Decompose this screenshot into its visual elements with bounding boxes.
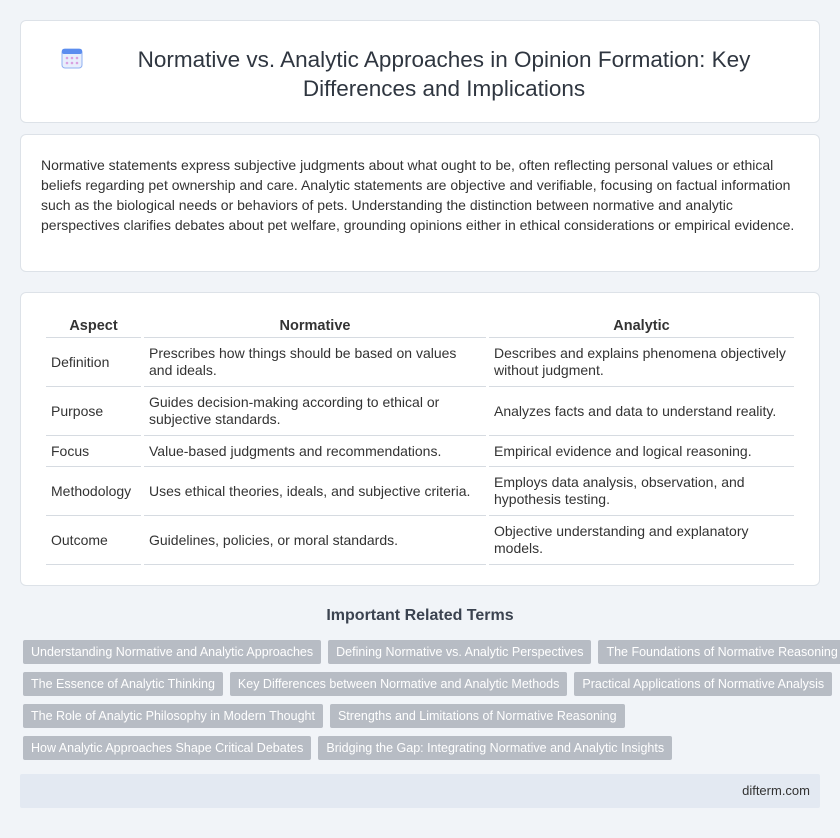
- tag-row: [23, 640, 838, 664]
- related-term-link[interactable]: The Role of Analytic Philosophy in Modern Thought: [23, 704, 323, 728]
- related-term-link[interactable]: Bridging the Gap: Integrating Normative and Analytic Insights: [318, 736, 672, 760]
- table-row: [46, 516, 794, 565]
- related-term-link[interactable]: The Essence of Analytic Thinking: [23, 672, 223, 696]
- related-term-link[interactable]: Understanding Normative and Analytic Approaches: [23, 640, 321, 664]
- tag-row: [23, 704, 823, 728]
- related-term-link[interactable]: Defining Normative vs. Analytic Perspectives: [328, 640, 591, 664]
- cell-analytic: Describes and explains phenomena objectively without judgment.: [489, 338, 794, 387]
- site-link[interactable]: difterm.com: [742, 783, 810, 798]
- cell-analytic: Objective understanding and explanatory models.: [489, 516, 794, 565]
- related-terms-tags: [23, 640, 838, 768]
- comparison-table-card: [20, 292, 820, 586]
- title-row: [21, 45, 819, 103]
- footer: [20, 774, 820, 808]
- title-card: [20, 20, 820, 123]
- summary-card: [20, 134, 820, 272]
- table-row: [46, 467, 794, 516]
- header-analytic: Analytic: [489, 314, 794, 338]
- cell-normative: Guides decision-making according to ethical or subjective standards.: [144, 387, 486, 436]
- comparison-table: [43, 314, 797, 565]
- table-row: [46, 387, 794, 436]
- cell-aspect: Outcome: [46, 516, 141, 565]
- cell-aspect: Focus: [46, 436, 141, 467]
- related-term-link[interactable]: Practical Applications of Normative Analysis: [574, 672, 832, 696]
- related-term-link[interactable]: The Foundations of Normative Reasoning: [598, 640, 840, 664]
- cell-normative: Value-based judgments and recommendations.: [144, 436, 486, 467]
- tag-row: [23, 672, 823, 696]
- cell-normative: Uses ethical theories, ideals, and subjective criteria.: [144, 467, 486, 516]
- cell-aspect: Definition: [46, 338, 141, 387]
- cell-analytic: Analyzes facts and data to understand reality.: [489, 387, 794, 436]
- related-term-link[interactable]: How Analytic Approaches Shape Critical Debates: [23, 736, 311, 760]
- header-normative: Normative: [144, 314, 486, 338]
- cell-analytic: Empirical evidence and logical reasoning.: [489, 436, 794, 467]
- table-row: [46, 338, 794, 387]
- table-header-row: [46, 314, 794, 338]
- cell-normative: Guidelines, policies, or moral standards.: [144, 516, 486, 565]
- cell-aspect: Methodology: [46, 467, 141, 516]
- cell-aspect: Purpose: [46, 387, 141, 436]
- cell-normative: Prescribes how things should be based on values and ideals.: [144, 338, 486, 387]
- summary-paragraph: Normative statements express subjective judgments about what ought to be, often reflecting personal values or ethical beliefs regarding pet ownership and care. Analytic statements are objective and verifiable, focusing on factual information such as the biological needs or behaviors of pets. Understanding the distinction between normative and analytic perspectives clarifies debates about pet welfare, grounding opinions either in ethical considerations or empirical evidence.: [41, 157, 795, 233]
- calendar-grid-icon: [61, 47, 83, 69]
- header-aspect: Aspect: [46, 314, 141, 338]
- related-term-link[interactable]: Key Differences between Normative and Analytic Methods: [230, 672, 567, 696]
- cell-analytic: Employs data analysis, observation, and hypothesis testing.: [489, 467, 794, 516]
- table-row: [46, 436, 794, 467]
- tag-row: [23, 736, 823, 760]
- related-term-link[interactable]: Strengths and Limitations of Normative Reasoning: [330, 704, 625, 728]
- related-terms-title: Important Related Terms: [326, 607, 514, 624]
- page-title: Normative vs. Analytic Approaches in Opinion Formation: Key Differences and Implications: [137, 47, 751, 101]
